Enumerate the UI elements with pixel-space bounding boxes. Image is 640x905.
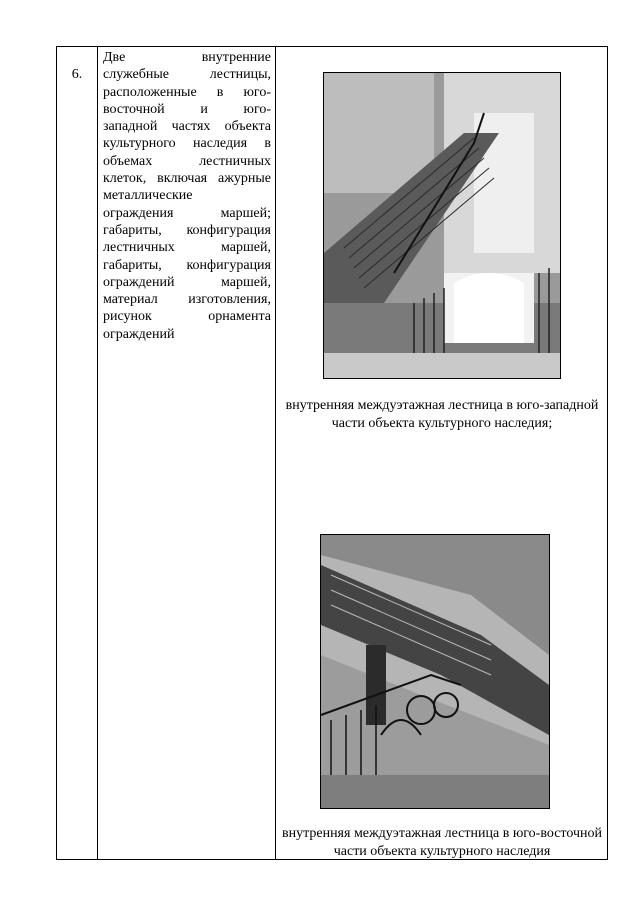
description-line: габариты, конфигурация — [103, 222, 271, 238]
description-line: западной частях объекта — [103, 119, 271, 135]
description-line: ограждений маршей, — [103, 274, 271, 290]
description-line: восточной и юго- — [103, 101, 271, 117]
description-line: клеток, включая ажурные — [103, 171, 271, 187]
description-line: лестничных маршей, — [103, 240, 271, 256]
description-line: металлические — [103, 188, 193, 204]
column-divider — [275, 47, 276, 859]
description-line: ограждения маршей; — [103, 205, 271, 221]
description-line: расположенные в юго- — [103, 84, 271, 100]
staircase-photo-southeast — [320, 534, 550, 809]
description-line: культурного наследия в — [103, 136, 271, 152]
heritage-table — [56, 46, 608, 860]
description-line: габариты, конфигурация — [103, 257, 271, 273]
row-description — [103, 49, 271, 343]
description-line: рисунок орнамента — [103, 309, 271, 325]
row-number: 6. — [71, 67, 83, 82]
photo-caption-southeast: внутренняя междуэтажная лестница в юго-восточной части объекта культурного наследия — [281, 826, 603, 859]
photo-caption-southwest: внутренняя междуэтажная лестница в юго-западной части объекта культурного наследия; — [285, 398, 599, 431]
staircase-photo-southwest — [323, 72, 561, 379]
description-line: служебные лестницы, — [103, 67, 271, 83]
description-line: Две внутренние — [103, 50, 271, 65]
description-line: ограждений — [103, 326, 175, 342]
description-line: объемах лестничных — [103, 153, 271, 169]
description-line: материал изготовления, — [103, 292, 271, 308]
column-divider — [97, 47, 98, 859]
